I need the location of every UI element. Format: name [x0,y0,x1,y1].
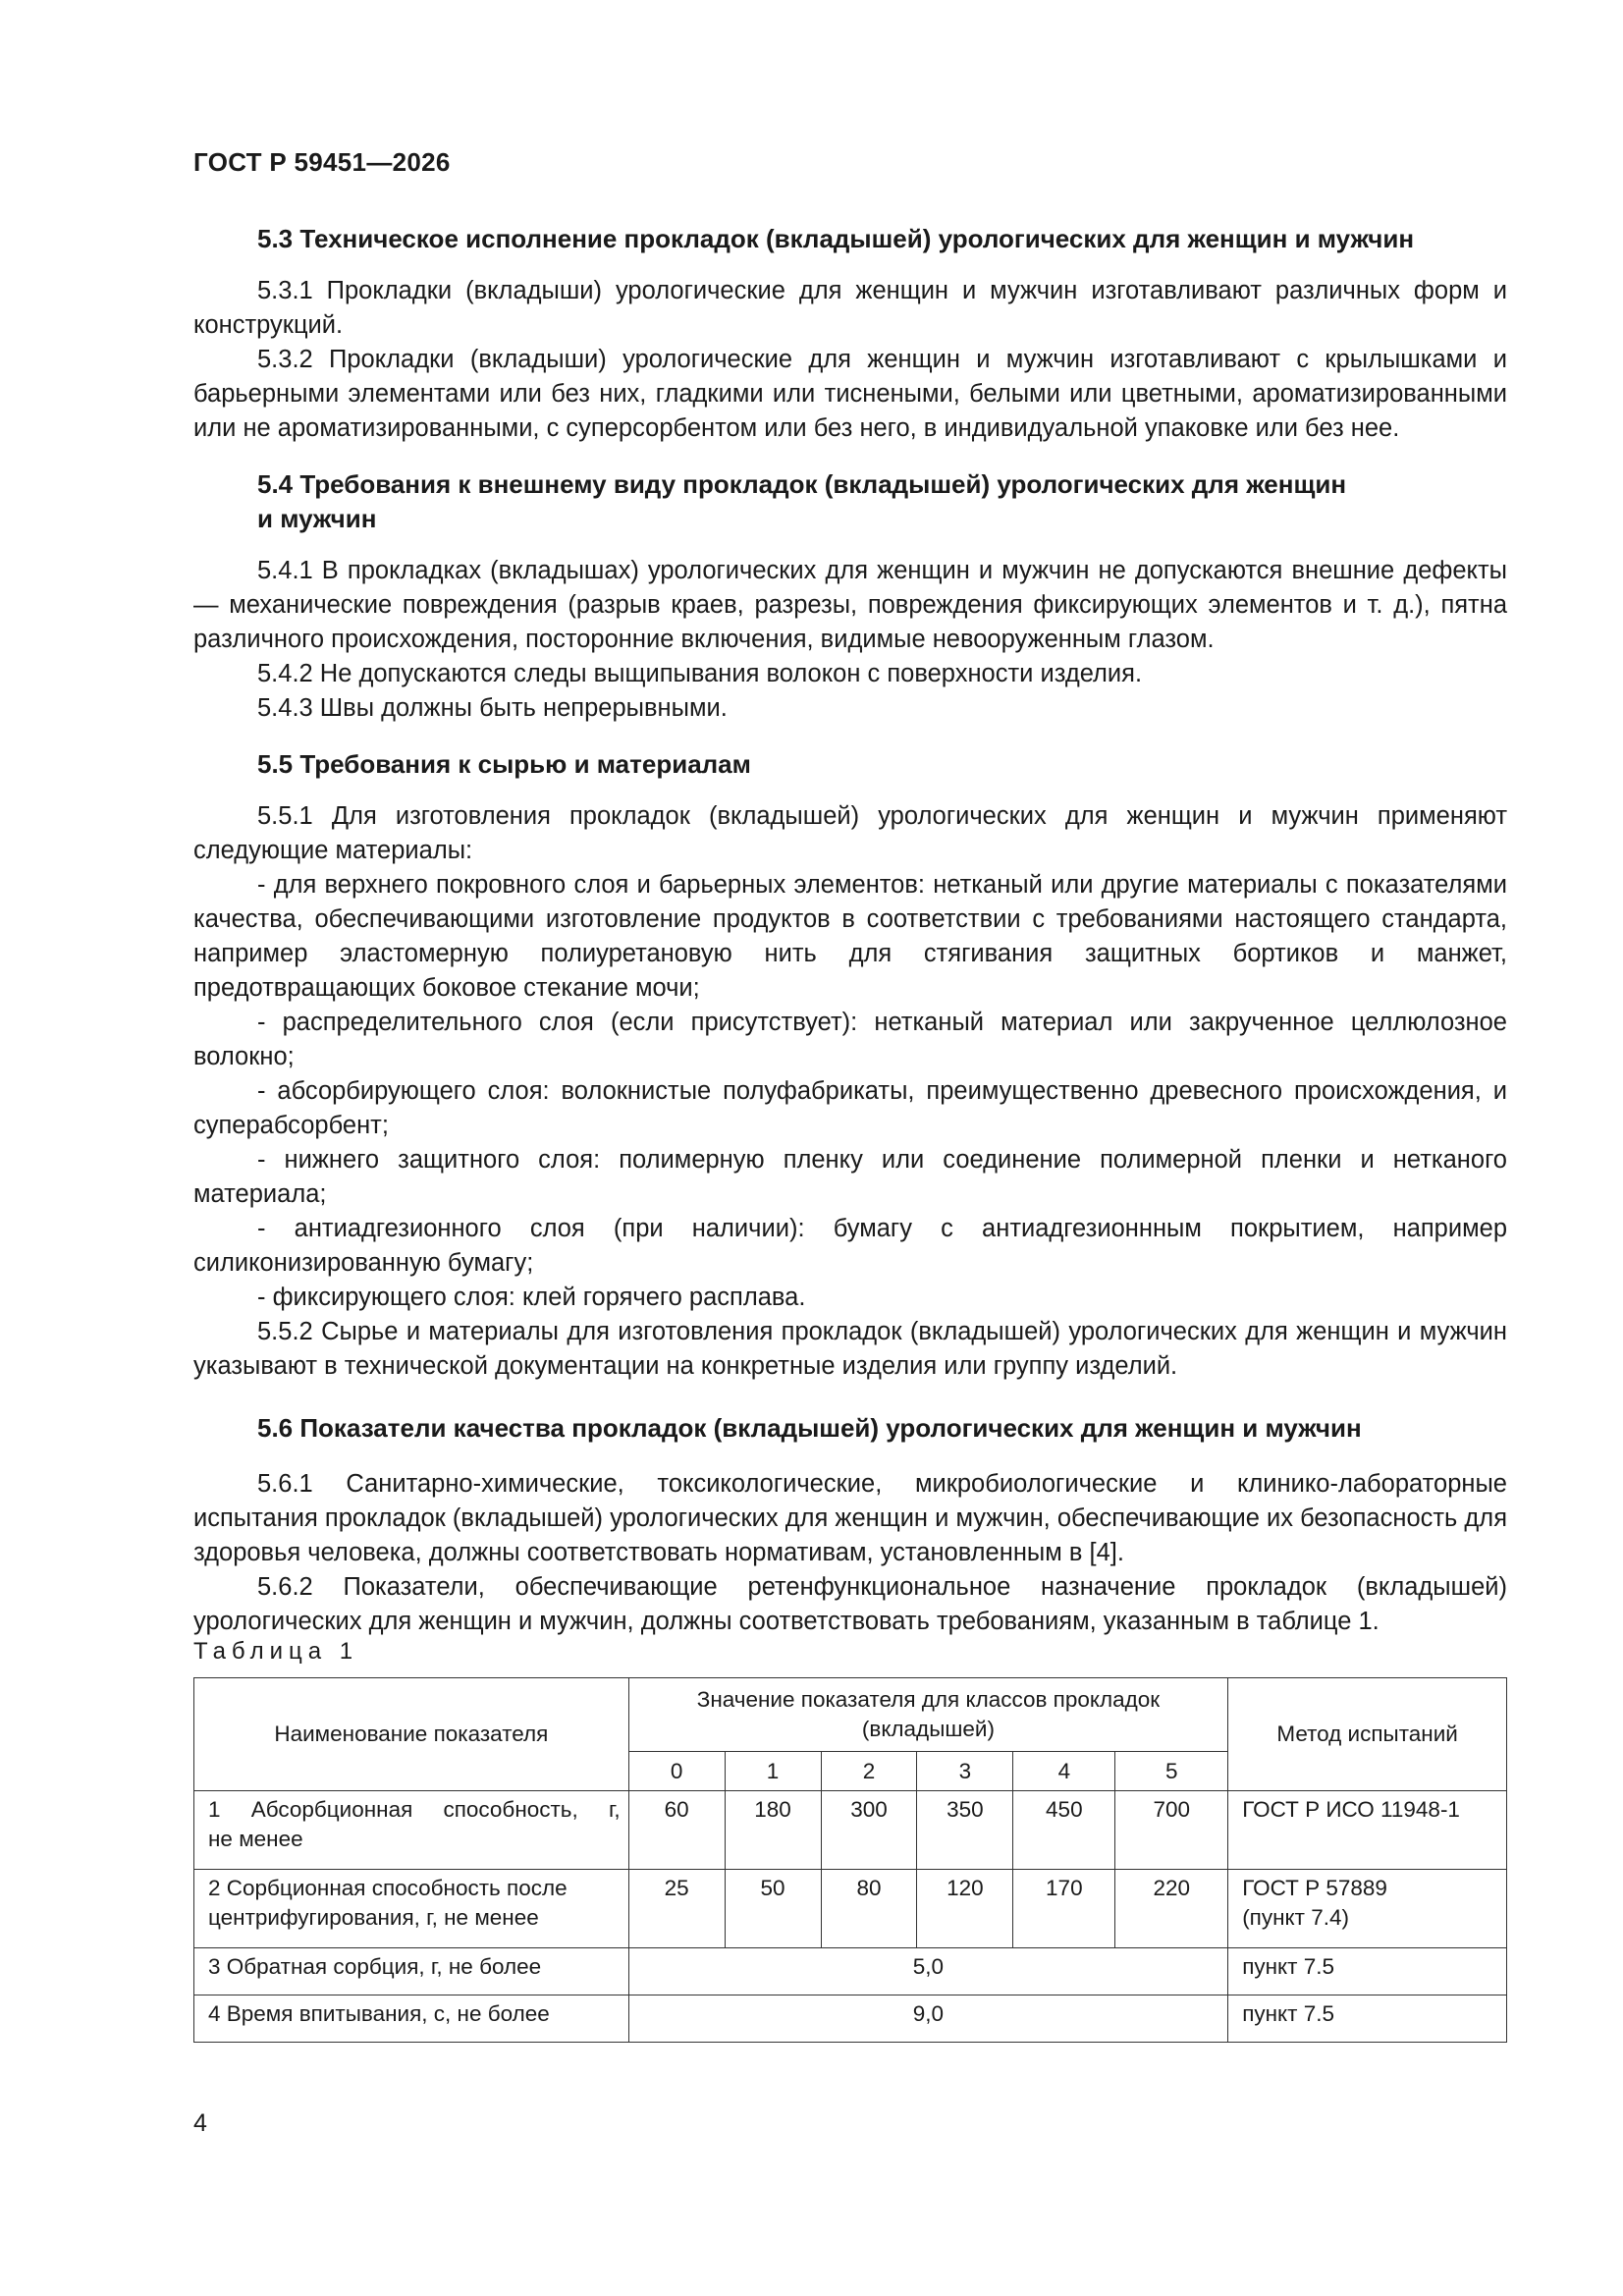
paragraph-5-4-1: 5.4.1 В прокладках (вкладышах) урологических для женщин и мужчин не допускаются внешние дефекты — механические повреждения (разрыв краев, разрезы, повреждения фиксирующих элементов и т. д.), пятна различного происхождения, посторонние включения, видимые невооруженным глазом. [193,557,1507,653]
table-row [194,1870,1507,1948]
test-method-line: (пункт 7.4) [1242,1905,1349,1930]
paragraph-5-5-1: 5.5.1 Для изготовления прокладок (вкладышей) урологических для женщин и мужчин применяют следующие материалы: [193,802,1507,864]
column-header-name: Наименование показателя [194,1678,629,1791]
paragraph-5-4-3: 5.4.3 Швы должны быть непрерывными. [257,694,728,722]
document-code: ГОСТ Р 59451—2026 [193,147,451,177]
paragraph-5-6-2: 5.6.2 Показатели, обеспечивающие ретенфункциональное назначение прокладок (вкладышей) урологических для женщин и мужчин, должны соответствовать требованиям, указанным в таблице 1. [193,1573,1507,1635]
indicator-name-line: центрифугирования, г, не менее [208,1905,539,1930]
class-header: 2 [821,1752,917,1791]
indicator-name [194,1870,629,1948]
list-item: - нижнего защитного слоя: полимерную пленку или соединение полимерной пленки и нетканого материала; [193,1146,1507,1208]
table-cell: 60 [628,1791,725,1870]
section-5-3-title: 5.3 Техническое исполнение прокладок (вкладышей) урологических для женщин и мужчин [257,224,1415,253]
class-header: 1 [725,1752,821,1791]
paragraph-5-3-2: 5.3.2 Прокладки (вкладыши) урологические для женщин и мужчин изготавливают с крылышками и барьерными элементами или без них, гладкими или тиснеными, белыми или цветными, ароматизированными или не ароматизированными, с суперсорбентом или без него, в индивидуальной упаковке или без нее. [193,346,1507,442]
table-cell: 80 [821,1870,917,1948]
paragraph-5-3-1: 5.3.1 Прокладки (вкладыши) урологические для женщин и мужчин изготавливают различных форм и конструкций. [193,277,1507,339]
test-method-line: ГОСТ Р 57889 [1242,1876,1387,1900]
class-header: 3 [917,1752,1013,1791]
paragraph-5-5-2: 5.5.2 Сырье и материалы для изготовления прокладок (вкладышей) урологических для женщин и мужчин указывают в технической документации на конкретные изделия или группу изделий. [193,1318,1507,1380]
table-row [194,1995,1507,2043]
table-cell: 170 [1013,1870,1115,1948]
indicator-name: 4 Время впитывания, с, не более [194,1995,629,2043]
column-header-method: Метод испытаний [1228,1678,1507,1791]
test-method: пункт 7.5 [1228,1995,1507,2043]
table-cell: 50 [725,1870,821,1948]
paragraph-5-6-1: 5.6.1 Санитарно-химические, токсикологические, микробиологические и клинико-лабораторные испытания прокладок (вкладышей) урологических для женщин и мужчин, обеспечивающие их безопасность для здоровья человека, должны соответствовать нормативам, установленным в [4]. [193,1470,1507,1566]
section-5-4-title-line1: 5.4 Требования к внешнему виду прокладок (вкладышей) урологических для женщин [257,469,1347,499]
table-cell-merged: 9,0 [628,1995,1228,2043]
indicator-name-line: 1 Абсорбционная способность, г, [208,1797,621,1822]
page-number: 4 [193,2109,207,2137]
quality-indicators-table [193,1677,1507,2043]
indicator-name-line: 2 Сорбционная способность после [208,1876,568,1900]
indicator-name [194,1791,629,1870]
table-row [194,1791,1507,1870]
table-cell: 25 [628,1870,725,1948]
table-cell: 300 [821,1791,917,1870]
table-cell: 220 [1115,1870,1228,1948]
test-method-line: ГОСТ Р ИСО 11948-1 [1242,1797,1460,1822]
test-method [1228,1870,1507,1948]
section-5-6-title: 5.6 Показатели качества прокладок (вкладышей) урологических для женщин и мужчин [257,1413,1362,1443]
list-item: - распределительного слоя (если присутствует): нетканый материал или закрученное целлюлозное волокно; [193,1009,1507,1070]
table-cell: 180 [725,1791,821,1870]
section-5-5-title: 5.5 Требования к сырью и материалам [257,749,751,779]
section-5-4-title-line2: и мужчин [257,504,377,533]
class-header: 5 [1115,1752,1228,1791]
table-row [194,1948,1507,1995]
list-item: - для верхнего покровного слоя и барьерных элементов: нетканый или другие материалы с показателями качества, обеспечивающими изготовление продуктов в соответствии с требованиями настоящего стандарта, например эластомерную полиуретановую нить для стягивания защитных бортиков и манжет, предотвращающих боковое стекание мочи; [193,871,1507,1002]
indicator-name-line: не менее [208,1827,303,1851]
table-cell: 450 [1013,1791,1115,1870]
table-cell: 350 [917,1791,1013,1870]
table-cell-merged: 5,0 [628,1948,1228,1995]
class-header: 0 [628,1752,725,1791]
list-item: - антиадгезионного слоя (при наличии): бумагу с антиадгезионнным покрытием, например силиконизированную бумагу; [193,1215,1507,1277]
table-cell: 120 [917,1870,1013,1948]
indicator-name: 3 Обратная сорбция, г, не более [194,1948,629,1995]
class-header: 4 [1013,1752,1115,1791]
document-body [193,222,1507,1639]
list-item: - абсорбирующего слоя: волокнистые полуфабрикаты, преимущественно древесного происхождения, и суперабсорбент; [193,1077,1507,1139]
test-method: пункт 7.5 [1228,1948,1507,1995]
table-caption: Таблица 1 [193,1638,359,1665]
table-cell: 700 [1115,1791,1228,1870]
column-header-values: Значение показателя для классов прокладок (вкладышей) [628,1678,1228,1752]
paragraph-5-4-2: 5.4.2 Не допускаются следы выщипывания волокон с поверхности изделия. [257,660,1143,687]
test-method [1228,1791,1507,1870]
list-item: - фиксирующего слоя: клей горячего расплава. [257,1284,806,1311]
